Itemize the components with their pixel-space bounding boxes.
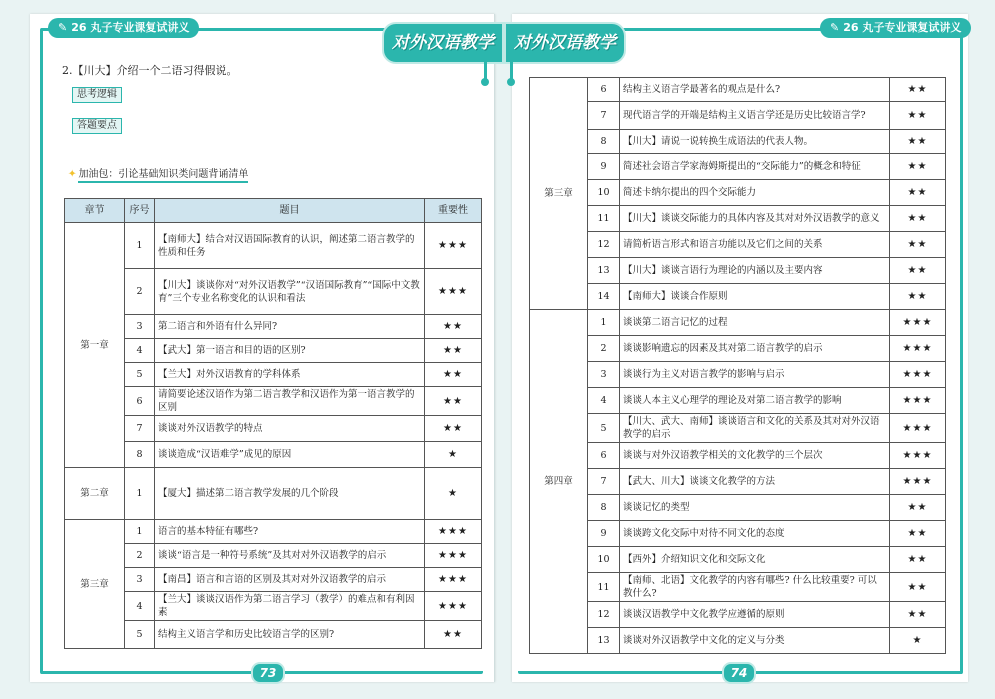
question-cell: 谈谈记忆的类型 bbox=[620, 495, 890, 521]
number-cell: 7 bbox=[588, 102, 620, 130]
table-row bbox=[65, 416, 482, 442]
table-row bbox=[530, 521, 946, 547]
question-cell: 【南昌】语言和言语的区别及其对对外汉语教学的启示 bbox=[155, 568, 425, 592]
table-row bbox=[65, 315, 482, 339]
number-cell: 13 bbox=[588, 628, 620, 654]
question-cell: 【川大】请说一说转换生成语法的代表人物。 bbox=[620, 130, 890, 154]
question-cell: 谈谈对外汉语教学中文化的定义与分类 bbox=[620, 628, 890, 654]
question-cell: 谈谈行为主义对语言教学的影响与启示 bbox=[620, 362, 890, 388]
importance-cell: ★★ bbox=[890, 602, 946, 628]
table-row bbox=[530, 310, 946, 336]
thinking-logic-box: 思考逻辑 bbox=[72, 87, 122, 103]
question-cell: 谈谈影响遗忘的因素及其对第二语言教学的启示 bbox=[620, 336, 890, 362]
importance-cell: ★★ bbox=[890, 154, 946, 180]
chapter-cell: 第三章 bbox=[530, 78, 588, 310]
question-cell: 请简析语言形式和语言功能以及它们之间的关系 bbox=[620, 232, 890, 258]
question-cell: 【西外】介绍知识文化和交际文化 bbox=[620, 547, 890, 573]
question-cell: 谈谈人本主义心理学的理论及对第二语言教学的影响 bbox=[620, 388, 890, 414]
importance-cell: ★★ bbox=[425, 387, 482, 416]
addon-label: 加油包：引论基础知识类问题背诵清单 bbox=[78, 169, 248, 183]
importance-cell: ★★ bbox=[890, 206, 946, 232]
star-icon: ✦ bbox=[68, 165, 77, 181]
importance-cell: ★★ bbox=[425, 416, 482, 442]
chapter-cell: 第一章 bbox=[65, 223, 125, 468]
table-row bbox=[530, 284, 946, 310]
question-cell: 【厦大】描述第二语言教学发展的几个阶段 bbox=[155, 468, 425, 520]
question-cell: 结构主义语言学和历史比较语言学的区别? bbox=[155, 621, 425, 649]
question-cell: 【南师、北语】文化教学的内容有哪些? 什么比较重要? 可以教什么? bbox=[620, 573, 890, 602]
number-cell: 1 bbox=[588, 310, 620, 336]
pencil-icon: ✎ bbox=[58, 21, 68, 34]
question-cell: 谈谈造成“汉语难学”成见的原因 bbox=[155, 442, 425, 468]
page-number-left: 73 bbox=[251, 662, 285, 684]
number-cell: 8 bbox=[588, 495, 620, 521]
table-row bbox=[65, 223, 482, 269]
importance-cell: ★★ bbox=[425, 363, 482, 387]
number-cell: 4 bbox=[125, 339, 155, 363]
question-cell: 现代语言学的开端是结构主义语言学还是历史比较语言学? bbox=[620, 102, 890, 130]
chapter-cell: 第二章 bbox=[65, 468, 125, 520]
number-cell: 3 bbox=[125, 568, 155, 592]
table-row bbox=[530, 232, 946, 258]
number-cell: 2 bbox=[588, 336, 620, 362]
importance-cell: ★ bbox=[425, 442, 482, 468]
number-cell: 2 bbox=[125, 269, 155, 315]
number-cell: 7 bbox=[588, 469, 620, 495]
importance-cell: ★ bbox=[890, 628, 946, 654]
left-table-body bbox=[65, 223, 482, 649]
question-cell: 简述社会语言学家海姆斯提出的“交际能力”的概念和特征 bbox=[620, 154, 890, 180]
header-tab-left bbox=[48, 18, 199, 38]
header-importance: 重要性 bbox=[425, 199, 482, 223]
importance-cell: ★★★ bbox=[890, 362, 946, 388]
answer-points-box: 答题要点 bbox=[72, 118, 122, 134]
table-row bbox=[530, 602, 946, 628]
number-cell: 3 bbox=[125, 315, 155, 339]
question-cell: 谈谈与对外汉语教学相关的文化教学的三个层次 bbox=[620, 443, 890, 469]
header-question: 题目 bbox=[155, 199, 425, 223]
table-row bbox=[65, 520, 482, 544]
importance-cell: ★★★ bbox=[890, 469, 946, 495]
question-cell: 谈谈对外汉语教学的特点 bbox=[155, 416, 425, 442]
table-row bbox=[530, 628, 946, 654]
table-row bbox=[530, 362, 946, 388]
table-row bbox=[530, 206, 946, 232]
spine-decoration bbox=[484, 60, 487, 82]
importance-cell: ★★★ bbox=[425, 269, 482, 315]
number-cell: 8 bbox=[125, 442, 155, 468]
number-cell: 1 bbox=[125, 520, 155, 544]
importance-cell: ★★★ bbox=[425, 520, 482, 544]
number-cell: 2 bbox=[125, 544, 155, 568]
table-row bbox=[65, 387, 482, 416]
number-cell: 6 bbox=[588, 78, 620, 102]
importance-cell: ★★ bbox=[890, 78, 946, 102]
number-cell: 9 bbox=[588, 521, 620, 547]
table-row bbox=[530, 154, 946, 180]
table-row bbox=[65, 568, 482, 592]
importance-cell: ★★ bbox=[890, 495, 946, 521]
table-row bbox=[65, 592, 482, 621]
question-cell: 第二语言和外语有什么异同? bbox=[155, 315, 425, 339]
question-cell: 【武大、川大】谈谈文化教学的方法 bbox=[620, 469, 890, 495]
question-cell: 【兰大】谈谈汉语作为第二语言学习（教学）的难点和有利因素 bbox=[155, 592, 425, 621]
table-row bbox=[530, 78, 946, 102]
importance-cell: ★★ bbox=[890, 258, 946, 284]
question-cell: 【川大】谈谈你对“对外汉语教学”“汉语国际教育”“国际中文教育”三个专业名称变化的认识和看法 bbox=[155, 269, 425, 315]
number-cell: 5 bbox=[588, 414, 620, 443]
question-cell: 谈谈汉语教学中文化教学应遵循的原则 bbox=[620, 602, 890, 628]
question-cell: 谈谈第二语言记忆的过程 bbox=[620, 310, 890, 336]
importance-cell: ★★★ bbox=[890, 443, 946, 469]
question-cell: 请简要论述汉语作为第二语言教学和汉语作为第一语言教学的区别 bbox=[155, 387, 425, 416]
pencil-icon: ✎ bbox=[830, 21, 840, 34]
number-cell: 12 bbox=[588, 232, 620, 258]
importance-cell: ★★ bbox=[890, 180, 946, 206]
table-row bbox=[530, 573, 946, 602]
table-row bbox=[530, 443, 946, 469]
number-cell: 14 bbox=[588, 284, 620, 310]
table-row bbox=[530, 258, 946, 284]
number-cell: 13 bbox=[588, 258, 620, 284]
number-cell: 11 bbox=[588, 206, 620, 232]
number-cell: 11 bbox=[588, 573, 620, 602]
importance-cell: ★★ bbox=[890, 547, 946, 573]
question-cell: 语言的基本特征有哪些? bbox=[155, 520, 425, 544]
question-cell: 【川大】谈谈言语行为理论的内涵以及主要内容 bbox=[620, 258, 890, 284]
table-row bbox=[530, 469, 946, 495]
table-row bbox=[530, 336, 946, 362]
table-row bbox=[530, 495, 946, 521]
chapter-cell: 第四章 bbox=[530, 310, 588, 654]
number-cell: 9 bbox=[588, 154, 620, 180]
table-row bbox=[65, 269, 482, 315]
number-cell: 5 bbox=[125, 621, 155, 649]
page-number-right: 74 bbox=[722, 662, 756, 684]
importance-cell: ★★★ bbox=[425, 592, 482, 621]
header-tab-label: 26 丸子专业课复试讲义 bbox=[843, 21, 962, 34]
table-row bbox=[530, 102, 946, 130]
importance-cell: ★★ bbox=[890, 232, 946, 258]
table-header-row bbox=[65, 199, 482, 223]
table-row bbox=[65, 468, 482, 520]
importance-cell: ★★ bbox=[890, 521, 946, 547]
table-row bbox=[65, 363, 482, 387]
number-cell: 1 bbox=[125, 223, 155, 269]
header-tab-label: 26 丸子专业课复试讲义 bbox=[71, 21, 190, 34]
right-table-body bbox=[530, 78, 946, 654]
spine-decoration bbox=[510, 60, 513, 82]
number-cell: 8 bbox=[588, 130, 620, 154]
addon-heading bbox=[68, 165, 248, 181]
table-row bbox=[65, 442, 482, 468]
table-row bbox=[530, 414, 946, 443]
importance-cell: ★★★ bbox=[425, 223, 482, 269]
importance-cell: ★★★ bbox=[425, 568, 482, 592]
chapter-cell: 第三章 bbox=[65, 520, 125, 649]
number-cell: 5 bbox=[125, 363, 155, 387]
header-tab-right bbox=[820, 18, 971, 38]
header-chapter: 章节 bbox=[65, 199, 125, 223]
question-cell: 结构主义语言学最著名的观点是什么? bbox=[620, 78, 890, 102]
left-question-table bbox=[64, 198, 482, 649]
importance-cell: ★★ bbox=[890, 130, 946, 154]
number-cell: 3 bbox=[588, 362, 620, 388]
table-row bbox=[530, 180, 946, 206]
header-number: 序号 bbox=[125, 199, 155, 223]
question-cell: 【武大】第一语言和目的语的区别? bbox=[155, 339, 425, 363]
number-cell: 10 bbox=[588, 180, 620, 206]
question-cell: 【南师大】谈谈合作原则 bbox=[620, 284, 890, 310]
number-cell: 4 bbox=[588, 388, 620, 414]
question-text: 2.【川大】介绍一个二语习得假说。 bbox=[62, 64, 238, 77]
question-cell: 谈谈跨文化交际中对待不同文化的态度 bbox=[620, 521, 890, 547]
importance-cell: ★★★ bbox=[425, 544, 482, 568]
importance-cell: ★★★ bbox=[890, 388, 946, 414]
right-question-table bbox=[529, 77, 946, 654]
question-cell: 简述卡纳尔提出的四个交际能力 bbox=[620, 180, 890, 206]
number-cell: 7 bbox=[125, 416, 155, 442]
table-row bbox=[65, 621, 482, 649]
table-row bbox=[530, 547, 946, 573]
number-cell: 12 bbox=[588, 602, 620, 628]
importance-cell: ★★ bbox=[890, 102, 946, 130]
importance-cell: ★★★ bbox=[890, 310, 946, 336]
importance-cell: ★★ bbox=[890, 573, 946, 602]
table-row bbox=[530, 388, 946, 414]
importance-cell: ★★ bbox=[425, 315, 482, 339]
importance-cell: ★★ bbox=[425, 621, 482, 649]
importance-cell: ★★★ bbox=[890, 336, 946, 362]
importance-cell: ★★★ bbox=[890, 414, 946, 443]
banner-title-left: 对外汉语教学 bbox=[382, 22, 504, 64]
importance-cell: ★ bbox=[425, 468, 482, 520]
question-cell: 【南师大】结合对汉语国际教育的认识，阐述第二语言教学的性质和任务 bbox=[155, 223, 425, 269]
question-cell: 谈谈“语言是一种符号系统”及其对对外汉语教学的启示 bbox=[155, 544, 425, 568]
number-cell: 10 bbox=[588, 547, 620, 573]
banner-title-right: 对外汉语教学 bbox=[504, 22, 626, 64]
question-cell: 【兰大】对外汉语教育的学科体系 bbox=[155, 363, 425, 387]
table-row bbox=[65, 339, 482, 363]
importance-cell: ★★ bbox=[890, 284, 946, 310]
number-cell: 4 bbox=[125, 592, 155, 621]
table-row bbox=[65, 544, 482, 568]
table-row bbox=[530, 130, 946, 154]
number-cell: 6 bbox=[125, 387, 155, 416]
question-cell: 【川大】谈谈交际能力的具体内容及其对对外汉语教学的意义 bbox=[620, 206, 890, 232]
number-cell: 6 bbox=[588, 443, 620, 469]
number-cell: 1 bbox=[125, 468, 155, 520]
importance-cell: ★★ bbox=[425, 339, 482, 363]
question-cell: 【川大、武大、南师】谈谈语言和文化的关系及其对对外汉语教学的启示 bbox=[620, 414, 890, 443]
